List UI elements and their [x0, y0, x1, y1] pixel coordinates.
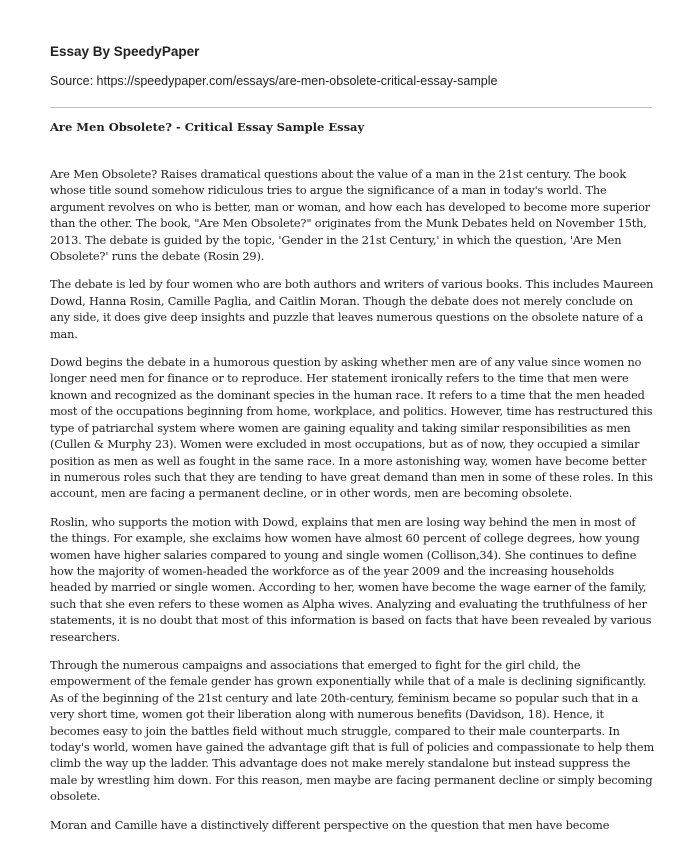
- paragraph-4: Roslin, who supports the motion with Dowd, explains that men are losing way behind the men in most of the things. For example, she exclaims how women have almost 60 percent of college degrees, how young women have higher salaries compared to young and single women (Collison,34). She continues to define how the majority of women-headed the workforce as of the year 2009 and the increasing households headed by married or single women. According to her, women have become the wage earner of the family, such that she even refers to these women as Alpha wives. Analyzing and evaluating the truthfulness of her statements, it is no doubt that most of this information is based on facts that have been revealed by various researchers.: [50, 515, 652, 644]
- paragraph-6: Moran and Camille have a distinctively different perspective on the question that men have become: [50, 818, 610, 832]
- header-divider: [50, 107, 652, 108]
- source-line: Source: https://speedypaper.com/essays/are-men-obsolete-critical-essay-sample: [50, 74, 498, 88]
- paragraph-1: Are Men Obsolete? Raises dramatical questions about the value of a man in the 21st century. The book whose title sound somehow ridiculous tries to argue the significance of a man in today's world. The argument revolves on who is better, man or woman, and how each has developed to become more superior than the other. The book, "Are Men Obsolete?" originates from the Munk Debates held on November 15th, 2013. The debate is guided by the topic, 'Gender in the 21st Century,' in which the question, 'Are Men Obsolete?' runs the debate (Rosin 29).: [50, 168, 650, 264]
- essay-body: [50, 167, 654, 846]
- essay-title: Are Men Obsolete? - Critical Essay Sample Essay: [50, 120, 365, 134]
- site-title: Essay By SpeedyPaper: [50, 44, 200, 59]
- paragraph-2: The debate is led by four women who are both authors and writers of various books. This includes Maureen Dowd, Hanna Rosin, Camille Paglia, and Caitlin Moran. Though the debate does not merely conclude on any side, it does give deep insights and puzzle that leaves numerous questions on the obsolete nature of a man.: [50, 278, 654, 341]
- paragraph-5: Through the numerous campaigns and associations that emerged to fight for the girl child, the empowerment of the female gender has grown exponentially while that of a male is declining significantly. As of the beginning of the 21st century and late 20th-century, feminism became so popular such that in a very short time, women got their liberation along with numerous benefits (Davidson, 18). Hence, it becomes easy to join the battles field without much struggle, compared to their male counterparts. In today's world, women have gained the advantage gift that is full of policies and compassionate to help them climb the way up the ladder. This advantage does not make merely standalone but instead suppress the male by wrestling him down. For this reason, men maybe are facing permanent decline or simply becoming obsolete.: [50, 658, 655, 804]
- paragraph-3: Dowd begins the debate in a humorous question by asking whether men are of any value since women no longer need men for finance or to reproduce. Her statement ironically refers to the time that men were known and recognized as the dominant species in the human race. It refers to a time that the men headed most of the occupations beginning from home, workplace, and politics. However, time has restructured this type of patriarchal system where women are gaining equality and taking similar responsibilities as men (Cullen & Murphy 23). Women were excluded in most occupations, but as of now, they occupied a similar position as men as well as fought in the same race. In a more astonishing way, women have become better in numerous roles such that they are tending to have great demand than men in some of these roles. In this account, men are facing a permanent decline, or in other words, men are becoming obsolete.: [50, 356, 653, 501]
